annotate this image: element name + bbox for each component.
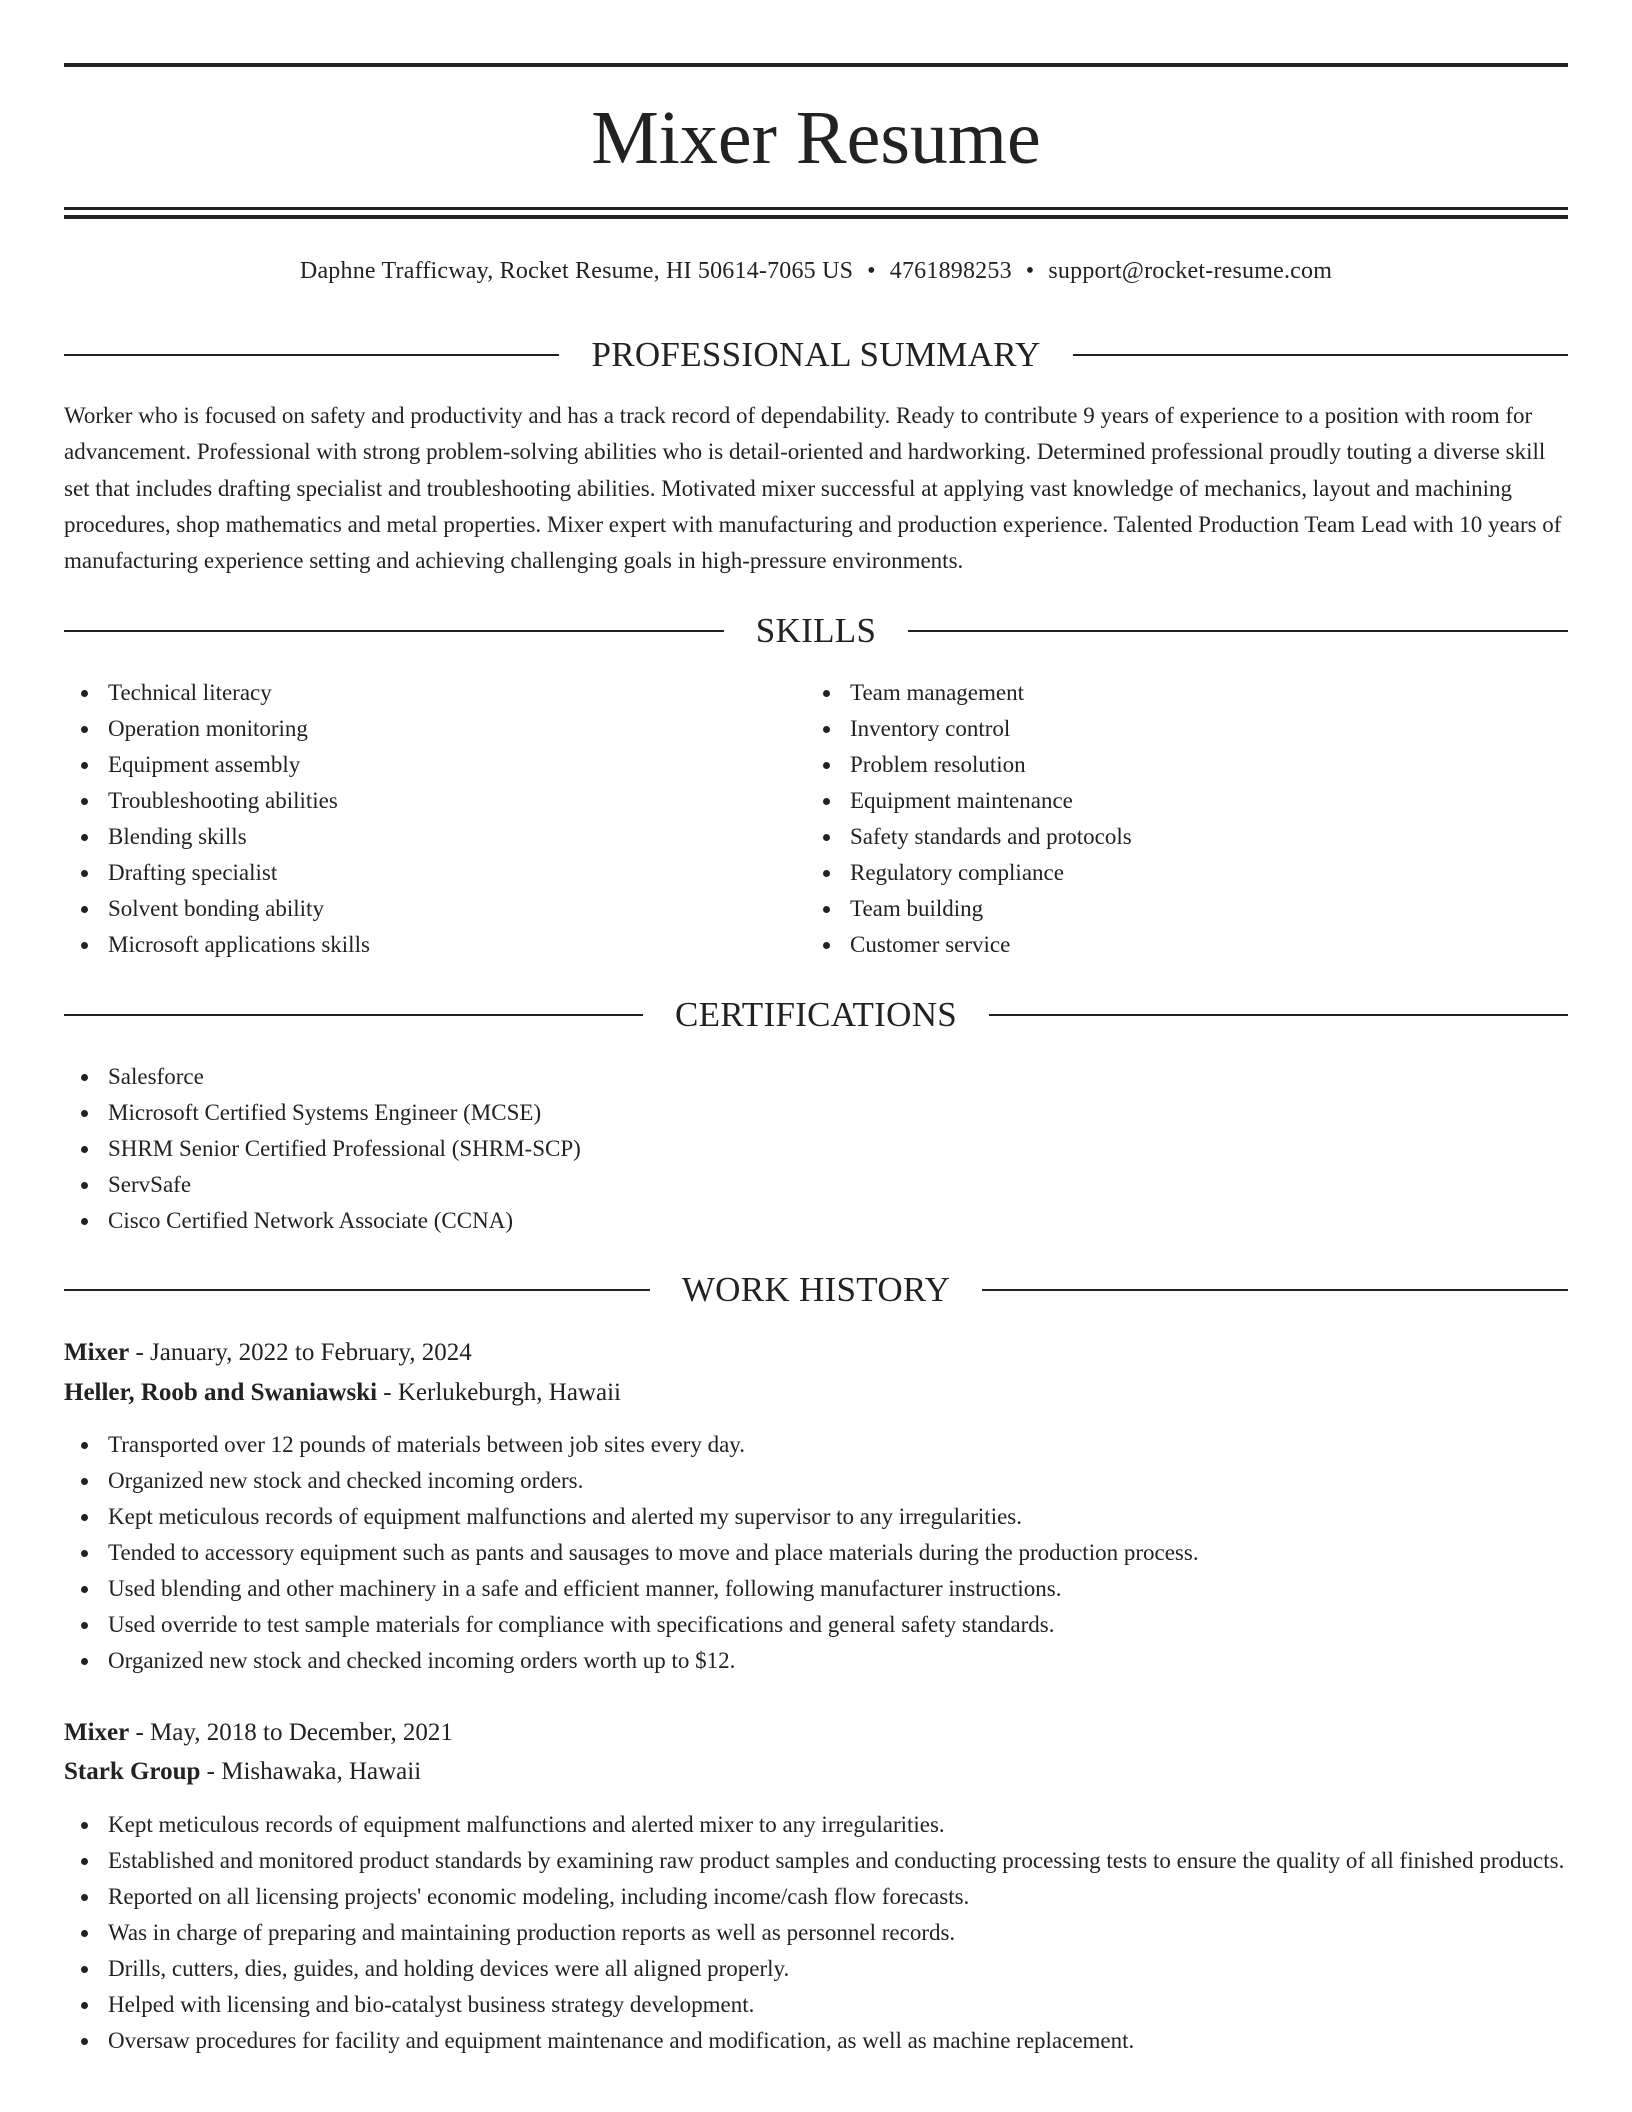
job-duty: Oversaw procedures for facility and equipment maintenance and modification, as well as machine replacement. <box>64 2023 1568 2059</box>
job-duty: Reported on all licensing projects' economic modeling, including income/cash flow forecasts. <box>64 1879 1568 1915</box>
job-title-line <box>64 1335 1568 1371</box>
job-dates: - January, 2022 to February, 2024 <box>129 1339 472 1366</box>
skill-item: Safety standards and protocols <box>806 819 1566 855</box>
skill-item: Regulatory compliance <box>806 855 1566 891</box>
heading-rule-left <box>64 1014 643 1016</box>
job-duty: Established and monitored product standards by examining raw product samples and conducting processing tests to ensure the quality of all finished products. <box>64 1843 1568 1879</box>
job-duty: Was in charge of preparing and maintaining production reports as well as personnel records. <box>64 1915 1568 1951</box>
job-duty: Organized new stock and checked incoming orders worth up to $12. <box>64 1643 1568 1679</box>
heading-rule-right <box>989 1014 1568 1016</box>
skill-item: Equipment assembly <box>64 747 804 783</box>
skill-item: Solvent bonding ability <box>64 891 804 927</box>
skill-item: Inventory control <box>806 711 1566 747</box>
page-title: Mixer Resume <box>591 96 1041 180</box>
skills-list-left <box>64 675 804 963</box>
job-dates: - May, 2018 to December, 2021 <box>129 1719 453 1746</box>
job-company: Heller, Roob and Swaniawski <box>64 1379 378 1406</box>
job-duty: Used blending and other machinery in a safe and efficient manner, following manufacturer instructions. <box>64 1571 1568 1607</box>
certification-item: SHRM Senior Certified Professional (SHRM-SCP) <box>64 1131 1568 1167</box>
job-duty: Drills, cutters, dies, guides, and holding devices were all aligned properly. <box>64 1951 1568 1987</box>
skills-heading-label: SKILLS <box>755 611 877 650</box>
contact-email: support@rocket-resume.com <box>1048 258 1333 284</box>
job-duties-list <box>64 1807 1568 2059</box>
summary-heading-label: PROFESSIONAL SUMMARY <box>591 335 1041 374</box>
skill-item: Troubleshooting abilities <box>64 783 804 819</box>
summary-text: Worker who is focused on safety and productivity and has a track record of dependability. Ready to contribute 9 years of experience to a position with room for advancement. Professional with strong problem-solving abilities who is detail-oriented and hardworking. Determined professional proudly touting a diverse skill set that includes drafting specialist and troubleshooting abilities. Motivated mixer successful at applying vast knowledge of mechanics, layout and machining procedures, shop mathematics and metal properties. Mixer expert with manufacturing and production experience. Talented Production Team Lead with 10 years of manufacturing experience setting and achieving challenging goals in high-pressure environments. <box>64 403 1562 574</box>
title-rule-lower <box>64 215 1568 219</box>
certification-item: Salesforce <box>64 1059 1568 1095</box>
certification-item: Cisco Certified Network Associate (CCNA) <box>64 1203 1568 1239</box>
skill-item: Blending skills <box>64 819 804 855</box>
job-duty: Helped with licensing and bio-catalyst business strategy development. <box>64 1987 1568 2023</box>
skill-item: Technical literacy <box>64 675 804 711</box>
skill-item: Customer service <box>806 927 1566 963</box>
skills-section-heading <box>64 609 1568 653</box>
skill-item: Team building <box>806 891 1566 927</box>
certifications-heading-label: CERTIFICATIONS <box>674 995 958 1034</box>
contact-phone: 4761898253 <box>889 258 1012 284</box>
contact-separator: • <box>867 258 876 284</box>
heading-rule-left <box>64 354 559 356</box>
certifications-list <box>64 1059 1568 1239</box>
skill-item: Problem resolution <box>806 747 1566 783</box>
skill-item: Drafting specialist <box>64 855 804 891</box>
job-duty: Transported over 12 pounds of materials between job sites every day. <box>64 1427 1568 1463</box>
heading-rule-left <box>64 1289 650 1291</box>
job-location: - Kerlukeburgh, Hawaii <box>377 1379 621 1406</box>
heading-rule-right <box>908 630 1568 632</box>
contact-line <box>64 254 1568 288</box>
skill-item: Microsoft applications skills <box>64 927 804 963</box>
heading-rule-left <box>64 630 724 632</box>
job-company: Stark Group <box>64 1758 201 1785</box>
skill-item: Team management <box>806 675 1566 711</box>
job-title: Mixer <box>64 1339 130 1366</box>
job-location: - Mishawaka, Hawaii <box>200 1758 422 1785</box>
heading-rule-right <box>1073 354 1568 356</box>
job-company-line <box>64 1754 1568 1790</box>
certification-item: ServSafe <box>64 1167 1568 1203</box>
summary-section-heading <box>64 333 1568 377</box>
contact-address: Daphne Trafficway, Rocket Resume, HI 50614-7065 US <box>299 258 854 284</box>
title-rule-upper <box>64 207 1568 210</box>
certification-item: Microsoft Certified Systems Engineer (MCSE) <box>64 1095 1568 1131</box>
skill-item: Operation monitoring <box>64 711 804 747</box>
job-duties-list <box>64 1427 1568 1679</box>
heading-rule-right <box>982 1289 1568 1291</box>
job-duty: Used override to test sample materials for compliance with specifications and general safety standards. <box>64 1607 1568 1643</box>
job-title: Mixer <box>64 1719 130 1746</box>
work-section-heading <box>64 1268 1568 1312</box>
job-duty: Tended to accessory equipment such as pants and sausages to move and place materials during the production process. <box>64 1535 1568 1571</box>
contact-separator: • <box>1025 258 1035 284</box>
job-duty: Kept meticulous records of equipment malfunctions and alerted mixer to any irregularities. <box>64 1807 1568 1843</box>
job-duty: Kept meticulous records of equipment malfunctions and alerted my supervisor to any irregularities. <box>64 1499 1568 1535</box>
skills-list-right <box>806 675 1566 963</box>
certifications-section-heading <box>64 993 1568 1037</box>
job-duty: Organized new stock and checked incoming orders. <box>64 1463 1568 1499</box>
job-title-line <box>64 1715 1568 1751</box>
top-rule <box>64 63 1568 67</box>
job-company-line <box>64 1375 1568 1411</box>
skill-item: Equipment maintenance <box>806 783 1566 819</box>
work-heading-label: WORK HISTORY <box>681 1270 951 1309</box>
